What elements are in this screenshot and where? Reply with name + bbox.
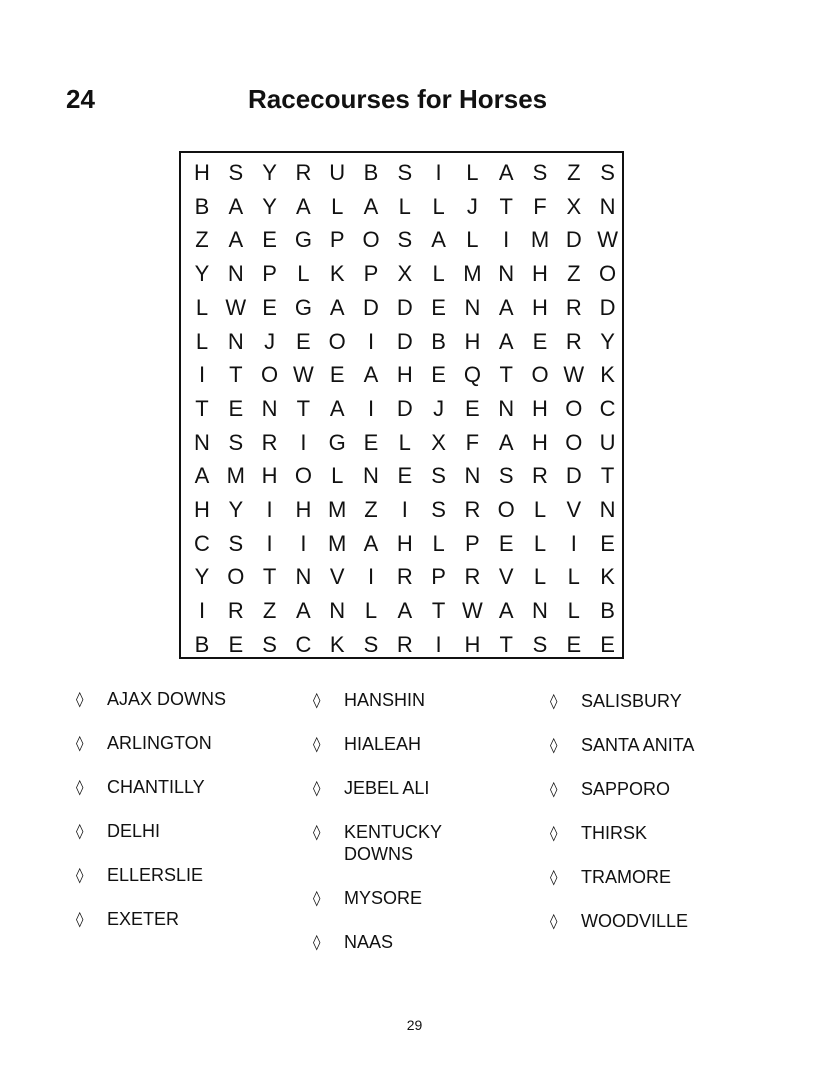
- grid-letter: L: [466, 160, 479, 185]
- diamond-bullet-icon: ◊: [550, 868, 558, 886]
- word-label: THIRSK: [581, 823, 648, 843]
- grid-letter: O: [599, 261, 617, 287]
- grid-letter: E: [431, 362, 446, 388]
- grid-letter: A: [431, 227, 446, 253]
- grid-letter: R: [396, 564, 413, 590]
- grid-letter: S: [600, 160, 615, 185]
- grid-row: [181, 628, 622, 662]
- grid-letter: K: [600, 564, 615, 590]
- grid-letter: B: [194, 193, 210, 219]
- grid-letter: V: [498, 564, 514, 590]
- grid-letter: L: [432, 261, 445, 287]
- diamond-bullet-icon: ◊: [76, 734, 84, 752]
- grid-letter: V: [566, 497, 582, 522]
- grid-letter: G: [294, 227, 312, 253]
- grid-letter: J: [264, 328, 276, 354]
- word-label: TRAMORE: [581, 867, 671, 887]
- grid-letter: T: [499, 362, 513, 388]
- grid-letter: C: [599, 395, 616, 421]
- grid-letter: I: [367, 564, 375, 590]
- grid-letter: A: [296, 598, 311, 624]
- grid-letter: F: [465, 429, 480, 455]
- grid-letter: U: [599, 429, 616, 455]
- grid-letter: L: [533, 497, 547, 522]
- grid-letter: M: [226, 463, 245, 489]
- grid-letter: D: [396, 328, 413, 354]
- grid-letter: Z: [567, 160, 581, 185]
- grid-letter: I: [435, 631, 442, 657]
- grid-letter: O: [227, 564, 245, 590]
- grid-letter: R: [464, 564, 481, 590]
- grid-letter: A: [498, 160, 514, 185]
- grid-letter: A: [498, 328, 514, 354]
- grid-letter: N: [599, 497, 616, 522]
- grid-letter: A: [397, 598, 413, 624]
- grid-letter: M: [328, 497, 347, 522]
- grid-letter: Z: [262, 598, 277, 624]
- grid-letter: X: [397, 261, 413, 287]
- grid-letter: W: [225, 294, 247, 320]
- grid-letter: O: [362, 227, 380, 253]
- grid-letter: A: [363, 530, 379, 556]
- grid-letter: I: [300, 429, 307, 455]
- grid-letter: S: [431, 497, 446, 522]
- grid-letter: Y: [600, 328, 615, 354]
- grid-row: [181, 257, 622, 291]
- grid-letter: E: [465, 395, 480, 421]
- grid-letter: R: [565, 328, 582, 354]
- grid-letter: L: [567, 598, 580, 624]
- grid-letter: R: [261, 429, 278, 455]
- word-label: DELHI: [107, 821, 161, 841]
- grid-letter: L: [331, 193, 344, 219]
- grid-letter: B: [194, 631, 210, 657]
- grid-letter: A: [228, 227, 244, 253]
- diamond-bullet-icon: ◊: [76, 866, 84, 884]
- grid-letter: X: [566, 193, 582, 219]
- grid-letter: L: [398, 193, 411, 219]
- grid-letter: L: [331, 463, 344, 489]
- diamond-bullet-icon: ◊: [550, 912, 558, 930]
- grid-letter: E: [228, 631, 244, 657]
- grid-letter: P: [262, 261, 277, 287]
- grid-letter: I: [198, 598, 206, 624]
- word-label: CHANTILLY: [107, 777, 205, 797]
- grid-letter: N: [329, 598, 346, 624]
- grid-letter: A: [296, 193, 311, 219]
- grid-row: [181, 527, 622, 561]
- grid-letter: H: [532, 429, 548, 455]
- grid-letter: H: [194, 497, 210, 522]
- word-label: HANSHIN: [344, 690, 426, 710]
- grid-letter: L: [567, 564, 580, 590]
- grid-letter: Z: [364, 497, 378, 522]
- grid-letter: L: [533, 564, 547, 590]
- grid-letter: R: [532, 463, 548, 489]
- grid-letter: U: [329, 160, 346, 185]
- grid-letter: T: [296, 395, 311, 421]
- grid-letter: Y: [194, 261, 210, 287]
- grid-letter: Y: [194, 564, 210, 590]
- grid-letter: I: [266, 530, 273, 556]
- diamond-bullet-icon: ◊: [76, 690, 84, 708]
- grid-letter: K: [600, 362, 615, 388]
- word-label: ARLINGTON: [107, 733, 212, 753]
- grid-letter: T: [431, 598, 446, 624]
- diamond-bullet-icon: ◊: [550, 824, 558, 842]
- grid-letter: V: [329, 564, 345, 590]
- grid-letter: O: [565, 429, 583, 455]
- grid-letter: L: [195, 328, 209, 354]
- grid-letter: I: [570, 530, 577, 556]
- grid-letter: S: [431, 463, 446, 489]
- word-label: KENTUCKY DOWNS: [344, 822, 443, 864]
- grid-letter: E: [228, 395, 244, 421]
- grid-letter: S: [532, 631, 548, 657]
- grid-letter: W: [462, 598, 483, 624]
- diamond-bullet-icon: ◊: [550, 692, 558, 710]
- grid-letter: E: [262, 227, 277, 253]
- grid-letter: D: [396, 294, 413, 320]
- word-label: EXETER: [107, 909, 180, 929]
- grid-letter: O: [565, 395, 583, 421]
- grid-letter: T: [499, 631, 513, 657]
- grid-letter: D: [599, 294, 616, 320]
- grid-letter: L: [432, 530, 445, 556]
- grid-letter: Z: [195, 227, 209, 253]
- grid-letter: S: [228, 160, 244, 185]
- grid-letter: I: [503, 227, 510, 253]
- grid-letter: S: [498, 463, 514, 489]
- grid-letter: E: [363, 429, 379, 455]
- grid-letter: E: [262, 294, 277, 320]
- grid-letter: O: [531, 362, 549, 388]
- grid-letter: S: [363, 631, 379, 657]
- grid-letter: D: [565, 463, 582, 489]
- diamond-bullet-icon: ◊: [313, 823, 321, 841]
- word-label: SAPPORO: [581, 779, 671, 799]
- grid-letter: A: [498, 294, 514, 320]
- grid-letter: B: [600, 598, 615, 624]
- grid-letter: Z: [567, 261, 581, 287]
- grid-letter: G: [294, 294, 312, 320]
- grid-letter: H: [396, 362, 413, 388]
- grid-letter: H: [532, 395, 548, 421]
- grid-letter: L: [432, 193, 445, 219]
- grid-letter: N: [227, 328, 244, 354]
- diamond-bullet-icon: ◊: [313, 735, 321, 753]
- grid-row: [181, 291, 622, 325]
- grid-letter: N: [227, 261, 244, 287]
- grid-letter: Y: [262, 193, 277, 219]
- grid-letter: N: [599, 193, 616, 219]
- grid-row: [181, 426, 622, 460]
- grid-letter: A: [498, 598, 514, 624]
- grid-row: [181, 156, 622, 190]
- grid-letter: E: [397, 463, 413, 489]
- grid-letter: E: [600, 530, 615, 556]
- diamond-bullet-icon: ◊: [313, 779, 321, 797]
- grid-letter: A: [498, 429, 514, 455]
- grid-letter: T: [600, 463, 615, 489]
- grid-letter: H: [532, 294, 548, 320]
- grid-letter: I: [367, 328, 375, 354]
- grid-letter: W: [563, 362, 585, 388]
- grid-letter: L: [533, 530, 547, 556]
- grid-letter: E: [498, 530, 514, 556]
- word-label: ELLERSLIE: [107, 865, 204, 885]
- grid-letter: H: [295, 497, 312, 522]
- grid-letter: N: [464, 463, 481, 489]
- grid-letter: Y: [228, 497, 244, 522]
- grid-letter: F: [533, 193, 547, 219]
- word-label: AJAX DOWNS: [107, 689, 227, 709]
- grid-letter: H: [464, 631, 481, 657]
- grid-letter: G: [328, 429, 346, 455]
- grid-letter: S: [228, 530, 244, 556]
- grid-letter: N: [532, 598, 548, 624]
- grid-letter: R: [396, 631, 413, 657]
- grid-letter: M: [530, 227, 550, 253]
- grid-letter: S: [397, 227, 413, 253]
- grid-letter: L: [364, 598, 378, 624]
- grid-letter: B: [431, 328, 446, 354]
- grid-row: [181, 223, 622, 257]
- grid-letter: A: [329, 395, 345, 421]
- grid-letter: T: [262, 564, 277, 590]
- diamond-bullet-icon: ◊: [313, 889, 321, 907]
- grid-letter: L: [398, 429, 411, 455]
- puzzle-title: Racecourses for Horses: [248, 84, 548, 114]
- grid-letter: H: [532, 261, 548, 287]
- grid-letter: W: [293, 362, 314, 388]
- grid-letter: O: [294, 463, 312, 489]
- grid-letter: A: [363, 362, 379, 388]
- word-label: SALISBURY: [581, 691, 682, 711]
- grid-letter: I: [367, 395, 375, 421]
- grid-letter: N: [498, 395, 515, 421]
- grid-letter: N: [363, 463, 379, 489]
- grid-letter: R: [565, 294, 582, 320]
- grid-letter: E: [532, 328, 548, 354]
- grid-letter: P: [363, 261, 379, 287]
- word-search-grid: [179, 151, 624, 659]
- grid-row: [181, 358, 622, 392]
- grid-letter: P: [465, 530, 480, 556]
- grid-letter: C: [295, 631, 312, 657]
- grid-letter: T: [499, 193, 513, 219]
- grid-letter: N: [464, 294, 481, 320]
- grid-letter: M: [328, 530, 347, 556]
- word-label: WOODVILLE: [581, 911, 689, 931]
- grid-letter: L: [195, 294, 209, 320]
- grid-letter: E: [296, 328, 311, 354]
- grid-letter: L: [466, 227, 479, 253]
- grid-letter: E: [329, 362, 345, 388]
- grid-letter: W: [597, 227, 618, 253]
- grid-row: [181, 190, 622, 224]
- grid-row: [181, 459, 622, 493]
- diamond-bullet-icon: ◊: [313, 933, 321, 951]
- grid-letter: T: [229, 362, 243, 388]
- grid-letter: E: [600, 631, 615, 657]
- grid-letter: K: [329, 261, 345, 287]
- grid-letter: H: [396, 530, 413, 556]
- grid-letter: O: [261, 362, 279, 388]
- grid-letter: I: [300, 530, 307, 556]
- grid-letter: H: [261, 463, 278, 489]
- grid-letter: D: [565, 227, 582, 253]
- word-label: SANTA ANITA: [581, 735, 695, 755]
- grid-letter: A: [329, 294, 345, 320]
- grid-letter: J: [433, 395, 445, 421]
- grid-row: [181, 392, 622, 426]
- grid-letter: S: [228, 429, 244, 455]
- grid-letter: X: [431, 429, 446, 455]
- grid-letter: N: [261, 395, 278, 421]
- grid-row: [181, 594, 622, 628]
- grid-letter: N: [194, 429, 210, 455]
- grid-letter: R: [227, 598, 244, 624]
- grid-letter: I: [435, 160, 442, 185]
- grid-letter: Q: [463, 362, 481, 388]
- grid-letter: A: [228, 193, 244, 219]
- diamond-bullet-icon: ◊: [550, 780, 558, 798]
- grid-letter: K: [329, 631, 345, 657]
- diamond-bullet-icon: ◊: [550, 736, 558, 754]
- diamond-bullet-icon: ◊: [76, 910, 84, 928]
- grid-letter: L: [297, 261, 310, 287]
- grid-letter: E: [431, 294, 446, 320]
- grid-letter: O: [497, 497, 515, 522]
- grid-letter: I: [198, 362, 206, 388]
- grid-letter: E: [566, 631, 582, 657]
- grid-row: [181, 493, 622, 527]
- grid-letter: Y: [262, 160, 277, 185]
- grid-letter: D: [396, 395, 413, 421]
- word-label: JEBEL ALI: [344, 778, 430, 798]
- grid-row: [181, 325, 622, 359]
- word-label: HIALEAH: [344, 734, 422, 754]
- grid-letter: D: [363, 294, 379, 320]
- grid-letter: B: [363, 160, 379, 185]
- grid-letter: P: [329, 227, 345, 253]
- grid-letter: R: [295, 160, 312, 185]
- grid-letter: A: [363, 193, 379, 219]
- grid-letter: N: [498, 261, 515, 287]
- grid-letter: P: [431, 564, 446, 590]
- grid-row: [181, 560, 622, 594]
- grid-letter: I: [401, 497, 408, 522]
- grid-letter: S: [397, 160, 413, 185]
- grid-letter: S: [532, 160, 548, 185]
- grid-letter: T: [195, 395, 209, 421]
- grid-letter: I: [266, 497, 273, 522]
- grid-letter: R: [464, 497, 481, 522]
- grid-letter: J: [466, 193, 478, 219]
- grid-letter: N: [295, 564, 312, 590]
- diamond-bullet-icon: ◊: [76, 778, 84, 796]
- grid-letter: H: [464, 328, 481, 354]
- diamond-bullet-icon: ◊: [76, 822, 84, 840]
- diamond-bullet-icon: ◊: [313, 691, 321, 709]
- grid-letter: O: [328, 328, 346, 354]
- word-label: NAAS: [344, 932, 394, 952]
- word-label: MYSORE: [344, 888, 423, 908]
- grid-letter: H: [194, 160, 210, 185]
- grid-letter: A: [194, 463, 210, 489]
- puzzle-number: 24: [66, 84, 95, 114]
- grid-letter: C: [194, 530, 210, 556]
- grid-letter: M: [463, 261, 482, 287]
- page-number: 29: [406, 1017, 423, 1033]
- grid-letter: S: [262, 631, 277, 657]
